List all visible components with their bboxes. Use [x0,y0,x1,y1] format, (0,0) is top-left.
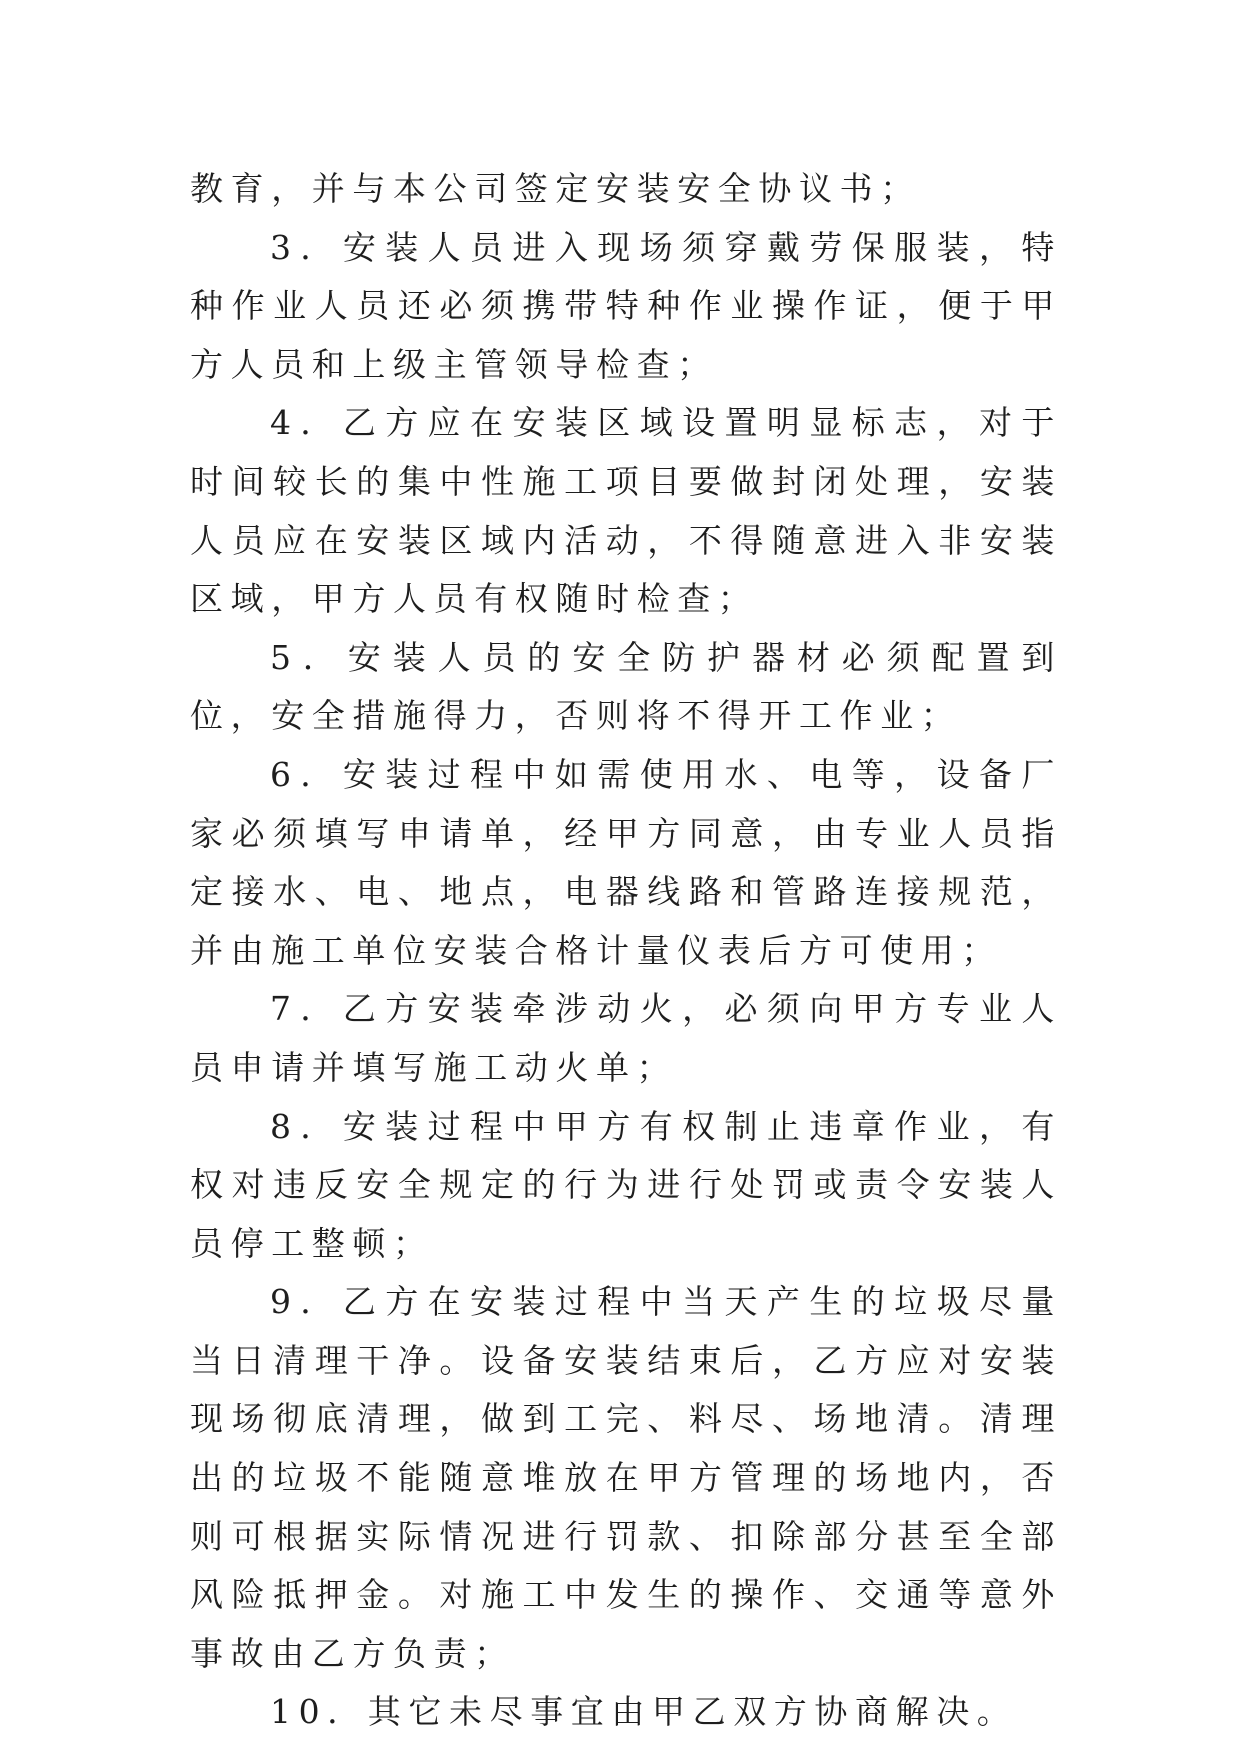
paragraph-item-8: 8．安装过程中甲方有权制止违章作业，有权对违反安全规定的行为进行处罚或责令安装人员停工整顿； [190,1106,1062,1263]
paragraph-item-4: 4．乙方应在安装区域设置明显标志，对于时间较长的集中性施工项目要做封闭处理，安装人员应在安装区域内活动，不得随意进入非安装区域，甲方人员有权随时检查； [190,403,1062,619]
paragraph-continuation: 教育，并与本公司签定安装安全协议书； [190,169,921,208]
paragraph-item-6: 6．安装过程中如需使用水、电等，设备厂家必须填写申请单，经甲方同意，由专业人员指定接水、电、地点，电器线路和管路连接规范，并由施工单位安装合格计量仪表后方可使用； [190,754,1062,970]
paragraph-item-3: 3．安装人员进入现场须穿戴劳保服装，特种作业人员还必须携带特种作业操作证，便于甲方人员和上级主管领导检查； [190,227,1062,384]
paragraph-item-9: 9．乙方在安装过程中当天产生的垃圾尽量当日清理干净。设备安装结束后，乙方应对安装现场彻底清理，做到工完、料尽、场地清。清理出的垃圾不能随意堆放在甲方管理的场地内，否则可根据实际情况进行罚款、扣除部分甚至全部风险抵押金。对施工中发生的操作、交通等意外事故由乙方负责； [190,1282,1062,1673]
document-body [190,160,1062,1742]
paragraph-item-7: 7．乙方安装牵涉动火，必须向甲方专业人员申请并填写施工动火单； [190,989,1062,1087]
paragraph-item-10: 10．其它未尽事宜由甲乙双方协商解决。 [270,1692,1018,1732]
paragraph-item-5: 5．安装人员的安全防护器材必须配置到位，安全措施得力，否则将不得开工作业； [190,637,1062,736]
